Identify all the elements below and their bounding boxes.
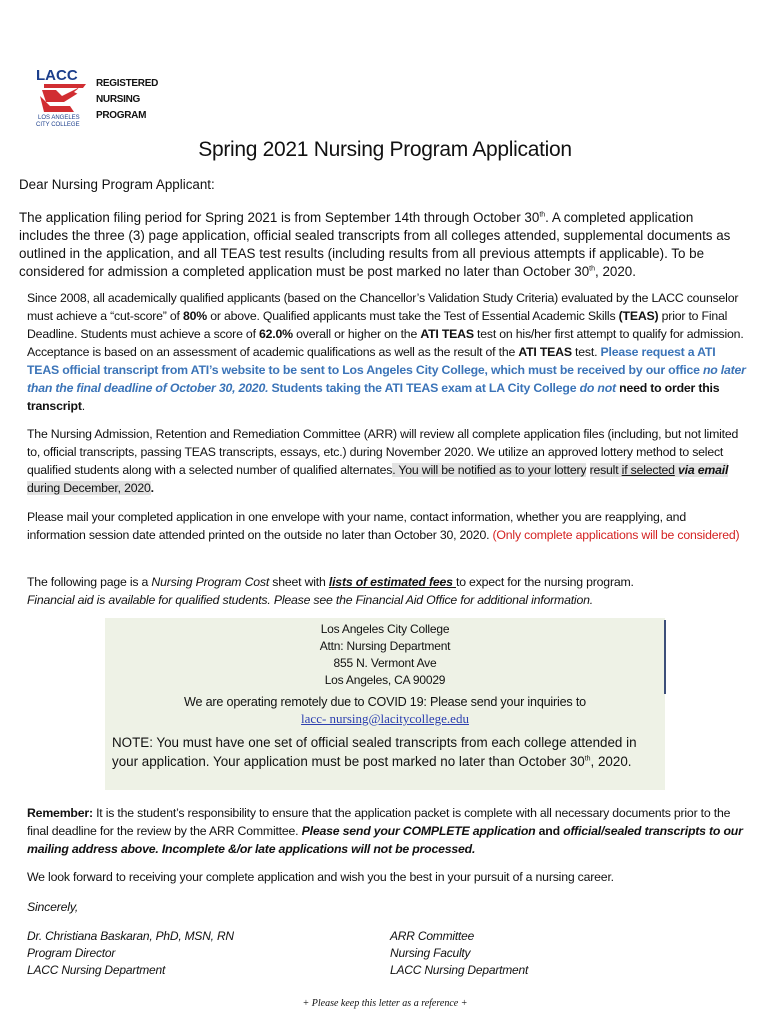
transcript-note: NOTE: You must have one set of official sealed transcripts from each college attended in your application. Your application must be post marked no later than October 30th, 2020. [112, 735, 637, 769]
page-title: Spring 2021 Nursing Program Application [198, 138, 572, 161]
intro-paragraph: The application filing period for Spring 2021 is from September 14th through October 30th. A completed application includes the three (3) page application, official sealed transcripts from all colleges attended, supplemental documents as outlined in the application, and all TEAS test results (including results from all previous attempts if applicable). To be considered for admission a completed application must be post marked no later than October 30th, 2020. [19, 210, 731, 279]
footer-note: + Please keep this letter as a reference + [302, 998, 468, 1009]
sincerely: Sincerely, [27, 900, 79, 914]
signature-director: Dr. Christiana Baskaran, PhD, MSN, RN Program Director LACC Nursing Department [27, 929, 234, 977]
mail-paragraph: Please mail your completed application in one envelope with your name, contact information, whether you are reapplying, and information session date attended printed on the outside no later than October 30, 2020. (Only complete applications will be considered) [27, 510, 740, 542]
logo-subtext-1: LOS ANGELES [38, 115, 80, 121]
program-label: REGISTERED NURSING PROGRAM [96, 78, 159, 121]
email-link[interactable]: lacc- nursing@lacitycollege.edu [301, 711, 469, 726]
lacc-logo [34, 66, 90, 132]
teas-paragraph: Since 2008, all academically qualified applicants (based on the Chancellor’s Validation Study Criteria) evaluated by the LACC counselor must achieve a “cut-score” of 80% or above. Qualified applicants must take the Test of Essential Academic Skills (TEAS) prior to Final Deadline. Students must achieve a score of 62.0% overall or higher on the ATI TEAS test on his/her first attempt to qualify for admission. Acceptance is based on an assessment of academic qualifications as well as the result of the ATI TEAS test. Please request a ATI TEAS official transcript from ATI’s website to be sent to Los Angeles City College, which must be received by our office no later than the final deadline of October 30, 2020. Students taking the ATI TEAS exam at LA City College do not need to order this transcript. [27, 291, 746, 413]
box-divider [664, 620, 666, 694]
mailing-address: Los Angeles City College Attn: Nursing Department 855 N. Vermont Ave Los Angeles, CA 90029 [319, 622, 451, 687]
logo-text: LACC [36, 67, 78, 84]
signature-committee: ARR Committee Nursing Faculty LACC Nursing Department [390, 929, 529, 977]
logo-subtext-2: CITY COLLEGE [36, 122, 80, 128]
remember-paragraph: Remember: It is the student’s responsibility to ensure that the application packet is complete with all necessary documents prior to the final deadline for the review by the ARR Committee. Please send your COMPLETE application and official/sealed transcripts to our mailing address above. Incomplete &/or late applications will not be processed. [27, 806, 743, 856]
cost-paragraph: The following page is a Nursing Program Cost sheet with lists of estimated fees to expect for the nursing program. Financial aid is available for qualified students. Please see the Financial Aid Office for additional information. [27, 575, 634, 607]
arr-paragraph: The Nursing Admission, Retention and Remediation Committee (ARR) will review all complete application files (including, but not limited to, official transcripts, passing TEAS transcripts, essays, etc.) during November 2020. We utilize an approved lottery method to select qualified students along with a selected number of qualified alternates. You will be notified as to your lottery result if selected via email during December, 2020. [27, 427, 739, 495]
salutation: Dear Nursing Program Applicant: [19, 177, 215, 192]
covid-notice: We are operating remotely due to COVID 19: Please send your inquiries to [184, 695, 586, 709]
closing-paragraph: We look forward to receiving your complete application and wish you the best in your pursuit of a nursing career. [27, 870, 614, 884]
mailing-address-box [105, 618, 665, 790]
